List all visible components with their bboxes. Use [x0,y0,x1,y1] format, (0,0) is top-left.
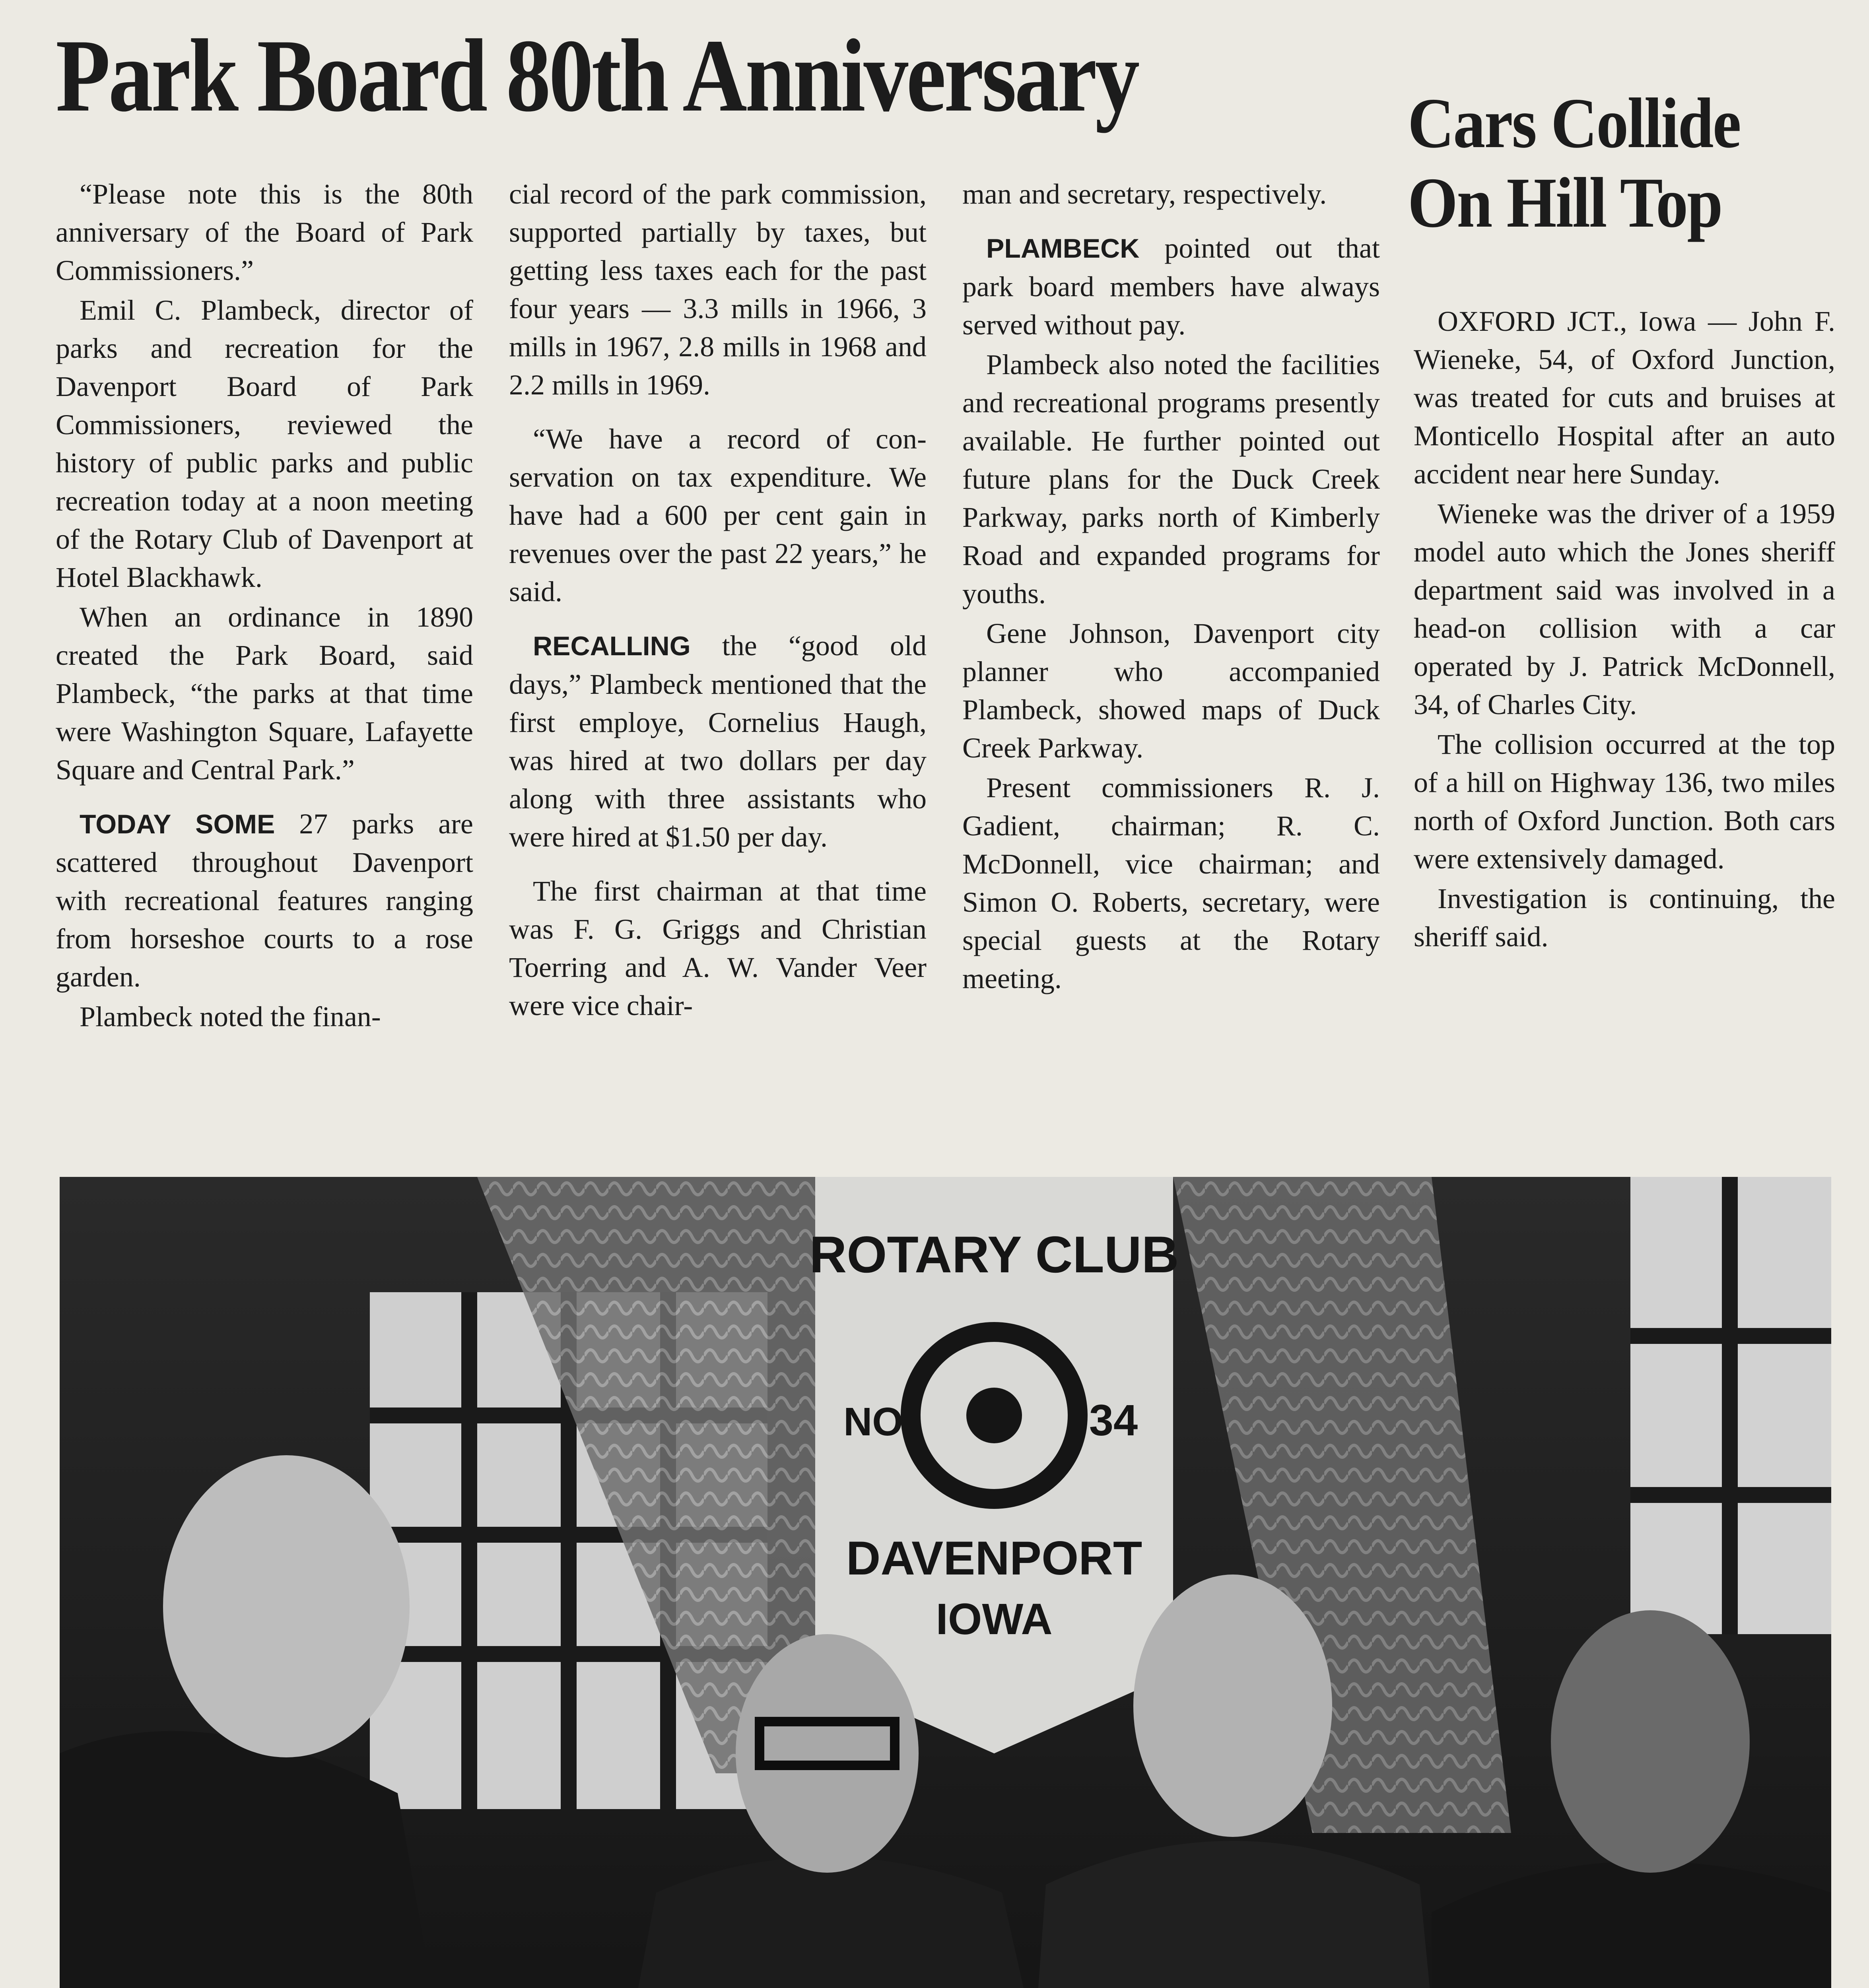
paragraph [509,627,927,856]
window-right [1630,1177,1831,1634]
paragraph: cial record of the park commission, supported partially by taxes, but getting less taxes each for the past four years — 3.3 mills in 1966, 3 mills in 1967, 2.8 mills in 1968 and 2.2 mills in 1969. [509,178,927,401]
paragraph: The collision occurred at the top of a hill on Highway 136, two miles north of Oxford Junction. Both cars were extensively damaged. [1414,728,1835,875]
paragraph: When an ordinance in 1890 created the Park Board, said Plambeck, “the parks at that time were Washington Square, Lafayette Square and Central Park.” [56,601,473,786]
paragraph: Gene Johnson, Davenport city planner who accompanied Plambeck, showed maps of Duck Creek Parkway. [962,617,1380,764]
main-headline: Park Board 80th Anniversary [56,18,1138,133]
banner-city: DAVENPORT [846,1532,1142,1585]
news-photo [60,1177,1831,1988]
paragraph: Investigation is continuing, the sheriff said. [1414,883,1835,953]
side-headline-line2: On Hill Top [1408,163,1722,242]
paragraph: Emil C. Plambeck, director of parks and recreation for the Davenport Board of Park Commissioners, reviewed the history of public parks and public recreation today at a noon meeting of the Rotary Club of Davenport at Hotel Blackhawk. [56,294,473,593]
paragraph: “Please note this is the 80th anniversary of the Board of Park Commissioners.” [56,178,473,286]
side-story-column [1414,302,1835,956]
paragraph-text: 27 parks are scattered throughout Davenport with recreational features ranging from horseshoe courts to a rose garden. [56,808,473,993]
paragraph: “We have a record of conservation on tax expenditure. We have had a 600 per cent gain in revenues over the past 22 years,” he said. [509,423,927,608]
paragraph: man and secretary, respectively. [962,178,1327,210]
banner-state: IOWA [936,1595,1053,1644]
lead-in: PLAMBECK [986,233,1140,264]
main-story-column-1 [56,175,473,1036]
paragraph: Plambeck also noted the facilities and recreational programs presently available. He further pointed out future plans for the Duck Creek Parkway, parks north of Kimberly Road and expanded programs for youths. [962,349,1380,610]
paragraph-text: the “good old days,” Plambeck mentioned that the first employe, Cornelius Haugh, was hired at two dollars per day along with three assistants who were hired at $1.50 per day. [509,630,927,853]
lead-in: RECALLING [533,631,691,661]
paragraph [56,805,473,996]
banner-title: ROTARY CLUB [809,1225,1179,1283]
banner-number: 34 [1089,1396,1138,1445]
photo-illustration [60,1177,1831,1988]
banner-no: NO. [843,1400,914,1444]
paragraph [962,229,1380,344]
rotary-wheel-hub [966,1388,1022,1443]
paragraph: Plambeck noted the finan- [80,1001,381,1033]
side-headline-line1: Cars Collide [1408,83,1741,163]
paragraph: Wieneke was the driver of a 1959 model auto which the Jones sheriff department said was involved in a head-on collision with a car operated by J. Patrick McDonnell, 34, of Charles City. [1414,498,1835,720]
lead-in: TODAY SOME [80,809,275,839]
main-story-column-2 [509,175,927,1025]
main-story-column-3 [962,175,1380,998]
paragraph: OXFORD JCT., Iowa — John F. Wieneke, 54, of Oxford Junction, was treated for cuts and bruises at Monticello Hospital after an auto accident near here Sunday. [1414,305,1835,490]
paragraph: Present commissioners R. J. Gadient, chairman; R. C. McDonnell, vice chairman; and Simon O. Roberts, secretary, were special guests at the Rotary meeting. [962,772,1380,994]
side-headline [1408,83,1809,243]
paragraph-text: pointed out that park board members have always served without pay. [962,232,1380,341]
paragraph: The first chairman at that time was F. G. Griggs and Christian Toerring and A. W. Vander Veer were vice chair- [509,875,927,1021]
